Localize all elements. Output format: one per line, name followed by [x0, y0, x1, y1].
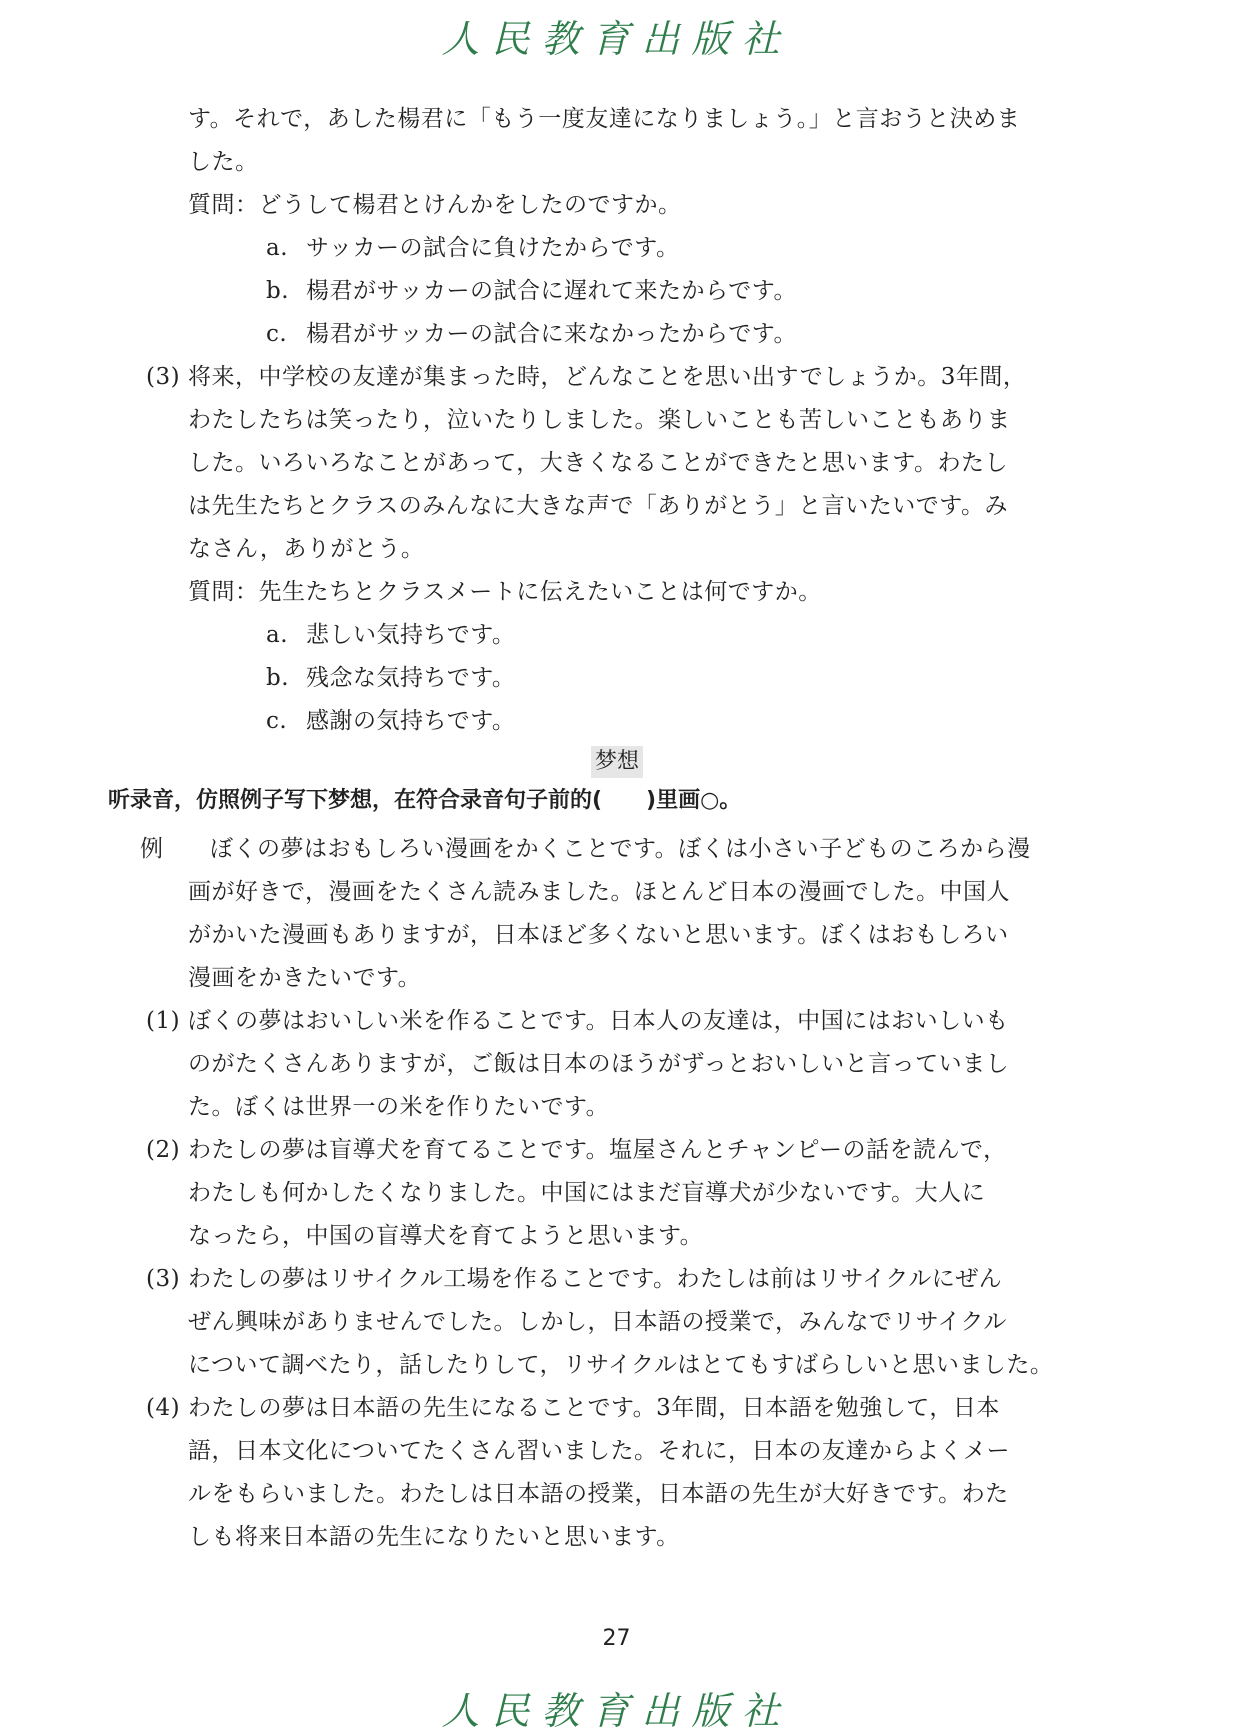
- paragraph-line: しも将来日本語の先生になりたいと思います。: [188, 1524, 680, 1550]
- example-label: 例: [140, 836, 164, 862]
- option-text: 楊君がサッカーの試合に遅れて来たからです。: [306, 278, 797, 304]
- option-letter: a.: [266, 235, 289, 261]
- paragraph-line: について調べたり，話したりして，リサイクルはとてもすばらしいと思いました。: [188, 1352, 1054, 1378]
- paragraph-line: 将来，中学校の友達が集まった時，どんなことを思い出すでしょうか。3年間，: [188, 364, 1027, 390]
- section-title: 梦想: [591, 746, 643, 778]
- item-number: (2): [146, 1137, 181, 1163]
- paragraph-line: わたしも何かしたくなりました。中国にはまだ盲導犬が少ないです。大人に: [188, 1180, 986, 1206]
- paragraph-line: 語，日本文化についてたくさん習いました。それに，日本の友達からよくメー: [188, 1438, 1011, 1464]
- paragraph-line: 画が好きで，漫画をたくさん読みました。ほとんど日本の漫画でした。中国人: [188, 879, 1011, 905]
- option-letter: a.: [266, 622, 289, 648]
- option-text: 残念な気持ちです。: [306, 665, 516, 691]
- paragraph-line: がかいた漫画もありますが，日本ほど多くないと思います。ぼくはおもしろい: [188, 922, 1009, 948]
- question-text: 質問：どうして楊君とけんかをしたのですか。: [188, 192, 682, 218]
- instruction-text: 听录音，仿照例子写下梦想，在符合录音句子前的( )里画○。: [108, 788, 742, 813]
- item-number: (3): [146, 1266, 181, 1292]
- paragraph-line: ルをもらいました。わたしは日本語の授業，日本語の先生が大好きです。わた: [188, 1481, 1009, 1507]
- paragraph-line: した。: [188, 149, 259, 175]
- option-letter: b.: [266, 278, 290, 304]
- publisher-logo-bottom: 人民教育出版社: [441, 1689, 792, 1733]
- paragraph-line: なさん，ありがとう。: [188, 536, 425, 562]
- paragraph-line: なったら，中国の盲導犬を育てようと思います。: [188, 1223, 704, 1249]
- paragraph-line: のがたくさんありますが，ご飯は日本のほうがずっとおいしいと言っていまし: [188, 1051, 1010, 1077]
- option-text: サッカーの試合に負けたからです。: [306, 235, 680, 261]
- option-letter: c.: [266, 321, 288, 347]
- paragraph-line: ぼくの夢はおもしろい漫画をかくことです。ぼくは小さい子どものころから漫: [210, 836, 1031, 862]
- paragraph-line: した。いろいろなことがあって，大きくなることができたと思います。わたし: [188, 450, 1008, 476]
- option-text: 感謝の気持ちです。: [306, 708, 516, 734]
- option-text: 楊君がサッカーの試合に来なかったからです。: [306, 321, 797, 347]
- paragraph-line: ぜん興味がありませんでした。しかし，日本語の授業で，みんなでリサイクル: [188, 1309, 1007, 1335]
- paragraph-line: わたしの夢はリサイクル工場を作ることです。わたしは前はリサイクルにぜん: [188, 1266, 1003, 1292]
- question-text: 質問：先生たちとクラスメートに伝えたいことは何ですか。: [188, 579, 822, 605]
- publisher-logo-top: 人民教育出版社: [441, 17, 792, 61]
- paragraph-line: わたしたちは笑ったり，泣いたりしました。楽しいことも苦しいこともありま: [188, 407, 1011, 433]
- item-number: (1): [146, 1008, 181, 1034]
- option-letter: b.: [266, 665, 290, 691]
- option-letter: c.: [266, 708, 288, 734]
- paragraph-line: は先生たちとクラスのみんなに大きな声で「ありがとう」と言いたいです。み: [188, 493, 1008, 519]
- paragraph-line: ぼくの夢はおいしい米を作ることです。日本人の友達は，中国にはおいしいも: [188, 1008, 1009, 1034]
- paragraph-line: た。ぼくは世界一の米を作りたいです。: [188, 1094, 610, 1120]
- paragraph-line: 漫画をかきたいです。: [188, 965, 422, 991]
- paragraph-line: わたしの夢は日本語の先生になることです。3年間，日本語を勉強して，日本: [188, 1395, 1000, 1421]
- page-number: 27: [602, 1626, 631, 1651]
- paragraph-line: す。それで，あした楊君に「もう一度友達になりましょう。」と言おうと決めま: [188, 106, 1021, 132]
- paragraph-line: わたしの夢は盲導犬を育てることです。塩屋さんとチャンピーの話を読んで，: [188, 1137, 1007, 1163]
- item-number: (4): [146, 1395, 181, 1421]
- option-text: 悲しい気持ちです。: [306, 622, 516, 648]
- item-number: (3): [146, 364, 181, 390]
